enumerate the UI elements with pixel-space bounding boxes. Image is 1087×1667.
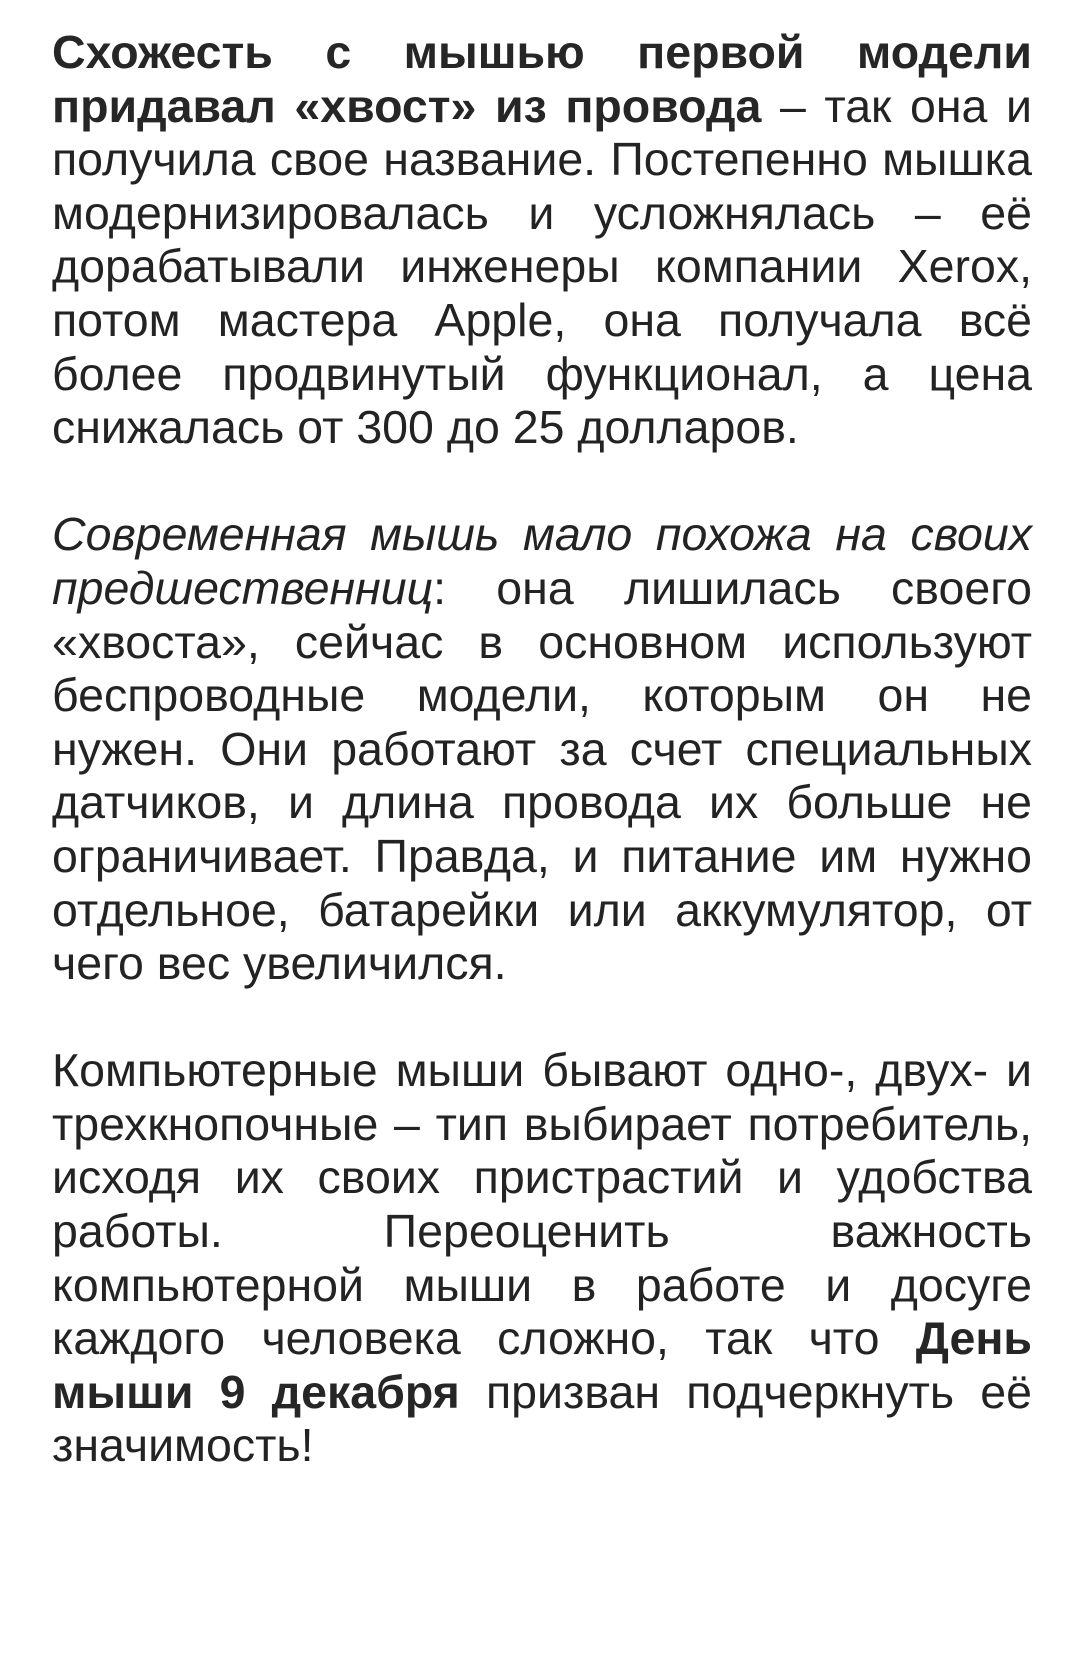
bold-phrase: Схожесть с мышью первой модели придавал «хвост» из провода xyxy=(52,26,1032,132)
paragraph-text: : она лишилась своего «хвоста», сейчас в основном используют беспроводные модели, которым он не нужен. Они работают за счет специальных датчиков, и длина провода их больше не ограничивает. Правда, и питание им нужно отдельное, батарейки или аккумулятор, от чего вес увеличился. xyxy=(52,561,1032,990)
paragraph-text: – так она и получила свое название. Постепенно мышка модернизировалась и усложнялась – её дорабатывали инженеры компании Xerox, потом мастера Apple, она получала всё более продвинутый функционал, а цена снижалась от 300 до 25 долларов. xyxy=(52,79,1032,454)
paragraph-modern-mouse xyxy=(52,508,1032,990)
paragraph-mouse-day xyxy=(52,1044,1032,1473)
paragraph-text: призван подчеркнуть её значимость! xyxy=(52,1365,1032,1472)
paragraph-mouse-history xyxy=(52,26,1032,455)
italic-phrase: Современная мышь мало похожа на своих предшественниц xyxy=(52,508,1032,614)
bold-phrase: День мыши 9 декабря xyxy=(52,1312,1032,1418)
article-text xyxy=(52,26,1032,1473)
paragraph-text: Компьютерные мыши бывают одно-, двух- и трехкнопочные – тип выбирает потребитель, исходя их своих пристрастий и удобства работы. Переоценить важность компьютерной мыши в работе и досуге каждого человека сложно, так что xyxy=(52,1044,1032,1365)
